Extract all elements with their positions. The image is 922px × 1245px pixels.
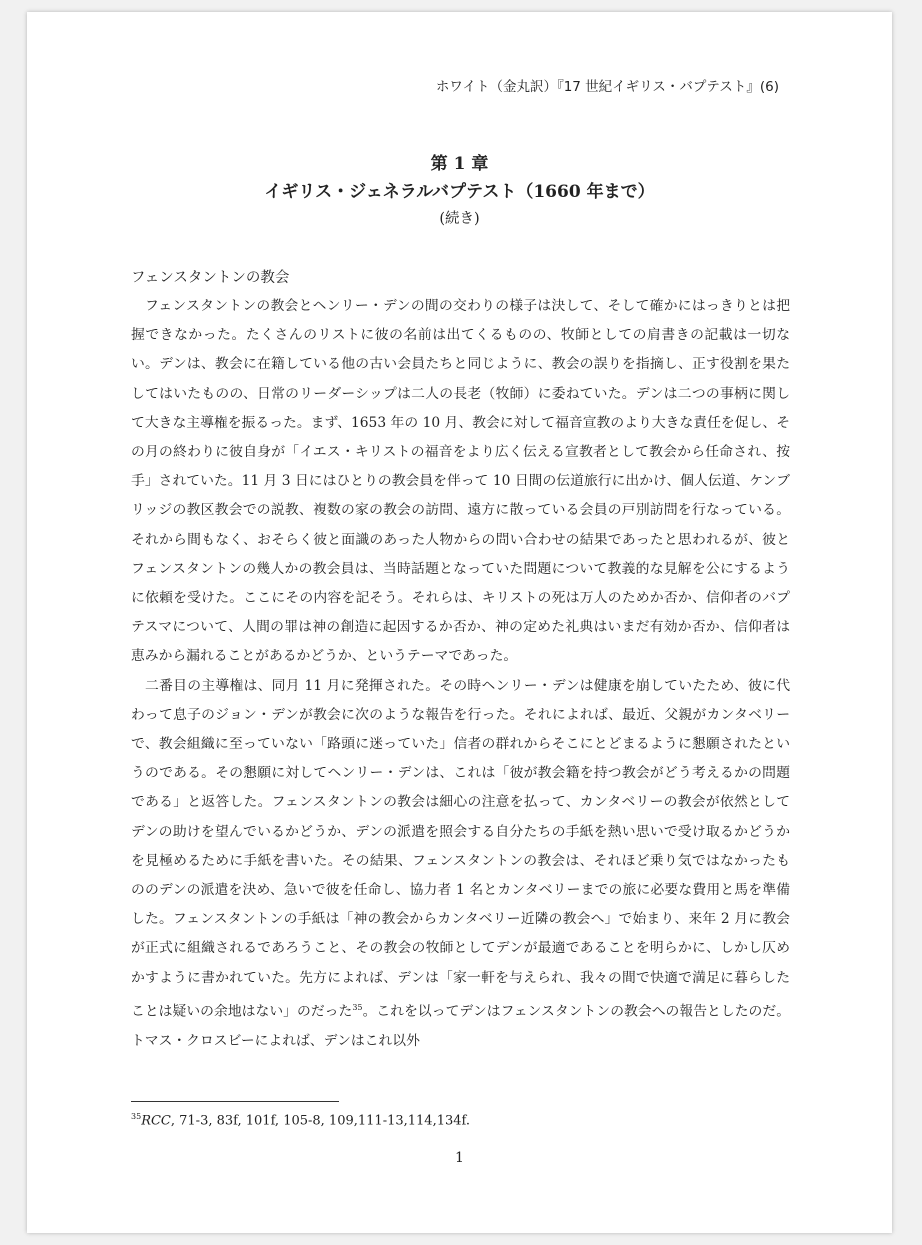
footnote <box>131 1112 470 1128</box>
title-block <box>27 150 892 232</box>
footnote-reference: 35 <box>352 1002 363 1012</box>
chapter-number: 第 1 章 <box>430 154 489 174</box>
paragraph-2 <box>131 672 790 1056</box>
body-text <box>131 265 790 1056</box>
footnote-divider <box>131 1101 339 1102</box>
footnote-number: 35 <box>131 1112 142 1121</box>
document-page <box>27 12 892 1233</box>
footnote-text: , 71-3, 83f, 101f, 105-8, 109,111-13,114,134f. <box>170 1113 470 1129</box>
paragraph-1: フェンスタントンの教会とヘンリー・デンの間の交わりの様子は決して、そして確かにはっきりとは把握できなかった。たくさんのリストに彼の名前は出てくるものの、牧師としての肩書きの記載は一切ない。デンは、教会に在籍している他の古い会員たちと同じように、教会の誤りを指摘し、正す役割を果たしてはいたものの、日常のリーダーシップは二人の長老（牧師）に委ねていた。デンは二つの事柄に関して大きな主導権を振るった。まず、1653 年の 10 月、教会に対して福音宣教のより大きな責任を促し、その月の終わりに彼自身が「イエス・キリストの福音をより広く伝える宣教者として教会から任命され、按手」されていた。11 月 3 日にはひとりの教会員を伴って 10 日間の伝道旅行に出かけ、個人伝道、ケンブリッジの教区教会での説教、複数の家の教会の訪問、遠方に散っている会員の戸別訪問を行なっている。それから間もなく、おそらく彼と面識のあった人物からの問い合わせの結果であったと思われるが、彼とフェンスタントンの幾人かの教会員は、当時話題となっていた問題について教義的な見解を公にするように依頼を受けた。ここにその内容を記そう。それらは、キリストの死は万人のためか否か、信仰者のバプテスマについて、人間の罪は神の創造に起因するか否か、神の定めた礼典はいまだ有効か否か、信仰者は恵みから漏れることがあるかどうか、というテーマであった。 <box>131 298 790 665</box>
paragraph-2-text-continued: 。これを以ってデンはフェンスタントンの教会への報告としたのだ。トマス・クロスビーによれば、デンはこれ以外 <box>131 1003 790 1049</box>
footnote-source: RCC <box>141 1113 171 1129</box>
chapter-title: イギリス・ジェネラルバプテスト（1660 年まで） <box>264 182 655 202</box>
running-header: ホワイト（金丸訳）『17 世紀イギリス・バプテスト』(6) <box>435 79 779 95</box>
page-number: 1 <box>455 1150 464 1166</box>
section-heading: フェンスタントンの教会 <box>131 270 290 286</box>
continued-label: (続き) <box>439 211 480 227</box>
paragraph-2-text: 二番目の主導権は、同月 11 月に発揮された。その時ヘンリー・デンは健康を崩していたため、彼に代わって息子のジョン・デンが教会に次のような報告を行った。それによれば、最近、父親がカンタベリーで、教会組織に至っていない「路頭に迷っていた」信者の群れからそこにとどまるように懇願されたというのである。その懇願に対してヘンリー・デンは、これは「彼が教会籍を持つ教会がどう考えるかの問題である」と返答した。フェンスタントンの教会は細心の注意を払って、カンタベリーの教会が依然としてデンの助けを望んでいるかどうか、デンの派遣を照会する自分たちの手紙を熱い思いで受け取るかどうかを見極めるために手紙を書いた。その結果、フェンスタントンの教会は、それほど乗り気ではなかったもののデンの派遣を決め、急いで彼を任命し、協力者 1 名とカンタベリーまでの旅に必要な費用と馬を準備した。フェンスタントンの手紙は「神の教会からカンタベリー近隣の教会へ」で始まり、来年 2 月に教会が正式に組織されるであろうこと、その教会の牧師としてデンが最適であることを明らかに、しかし仄めかすように書かれていた。先方によれば、デンは「家一軒を与えられ、我々の間で快適で満足に暮らしたことは疑いの余地はない」のだった <box>131 677 790 1020</box>
